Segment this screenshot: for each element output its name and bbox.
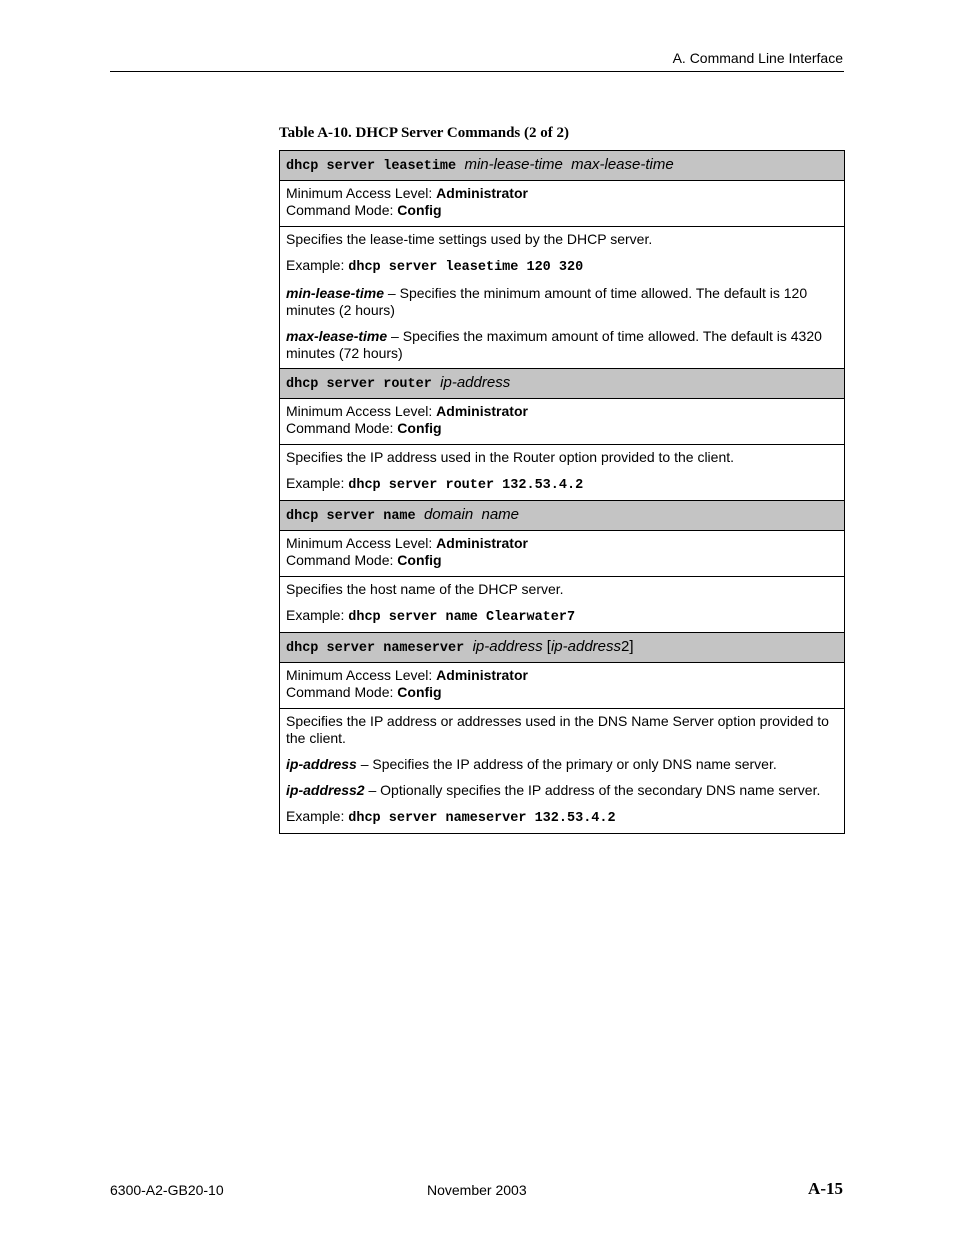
description-text: Specifies the IP address or addresses used in the DNS Name Server option provided to the client. [286,713,829,746]
command-params: ip-address [440,374,511,391]
param-text: – Specifies the minimum amount of time allowed. The default is 120 minutes (2 hours) [286,285,808,318]
example-code: dhcp server leasetime 120 320 [348,260,584,275]
example-line [286,475,838,494]
command-mode-label: Command Mode: [286,202,398,218]
command-params: ip-address [472,638,543,655]
access-level-label: Minimum Access Level: [286,185,437,201]
optional-param-suffix: 2 [621,638,630,655]
example-line [286,607,838,626]
command-params: domain name [423,506,520,523]
command-syntax: dhcp server nameserver [286,641,465,656]
access-level-value: Administrator [436,535,528,551]
command-syntax: dhcp server router [286,377,432,392]
param-text: – Specifies the IP address of the primary or only DNS name server. [356,756,777,772]
param-name: min-lease-time [286,285,385,301]
param-note [286,285,838,319]
access-row [280,531,845,577]
access-row [280,399,845,445]
command-mode-value: Config [397,202,442,218]
access-level-label: Minimum Access Level: [286,667,437,683]
running-head: A. Command Line Interface [672,50,843,66]
param-note [286,782,838,799]
access-row [280,663,845,709]
access-level-value: Administrator [436,667,528,683]
optional-close-bracket: ] [629,638,634,655]
command-row-leasetime [280,151,845,181]
description-text: Specifies the host name of the DHCP server. [286,581,564,597]
param-name: ip-address [286,756,357,772]
description-row [280,577,845,633]
command-mode-label: Command Mode: [286,684,398,700]
access-level-label: Minimum Access Level: [286,403,437,419]
command-row-nameserver [280,633,845,663]
access-level-value: Administrator [436,185,528,201]
command-row-router [280,369,845,399]
footer-date: November 2003 [427,1182,527,1198]
param-note [286,756,838,773]
description-row [280,227,845,369]
example-label: Example: [286,607,349,623]
command-mode-label: Command Mode: [286,420,398,436]
optional-open-bracket: [ [542,638,551,655]
description-text: Specifies the IP address used in the Router option provided to the client. [286,449,735,465]
command-mode-value: Config [397,684,442,700]
param-text: – Optionally specifies the IP address of the secondary DNS name server. [364,782,821,798]
access-level-label: Minimum Access Level: [286,535,437,551]
table-caption: Table A-10. DHCP Server Commands (2 of 2) [279,125,569,141]
command-row-name [280,501,845,531]
param-text: – Specifies the maximum amount of time allowed. The default is 4320 minutes (72 hours) [286,328,822,361]
example-code: dhcp server nameserver 132.53.4.2 [348,811,616,826]
param-name: ip-address2 [286,782,365,798]
footer-page-number: A-15 [808,1179,843,1198]
command-mode-label: Command Mode: [286,552,398,568]
description-row [280,709,845,834]
command-mode-value: Config [397,420,442,436]
example-code: dhcp server router 132.53.4.2 [348,478,584,493]
example-code: dhcp server name Clearwater7 [348,610,576,625]
description-row [280,445,845,501]
footer-doc-number: 6300-A2-GB20-10 [110,1182,224,1198]
access-row [280,181,845,227]
example-label: Example: [286,475,349,491]
command-params: min-lease-time max-lease-time [464,156,674,173]
access-level-value: Administrator [436,403,528,419]
param-name: max-lease-time [286,328,388,344]
example-line [286,808,838,827]
example-label: Example: [286,257,349,273]
example-line [286,257,838,276]
optional-param: ip-address [550,638,622,655]
command-syntax: dhcp server leasetime [286,159,457,174]
command-mode-value: Config [397,552,442,568]
dhcp-commands-table [279,150,845,834]
command-syntax: dhcp server name [286,509,416,524]
param-note [286,328,838,362]
header-rule [110,71,844,72]
example-label: Example: [286,808,349,824]
description-text: Specifies the lease-time settings used by the DHCP server. [286,231,653,247]
